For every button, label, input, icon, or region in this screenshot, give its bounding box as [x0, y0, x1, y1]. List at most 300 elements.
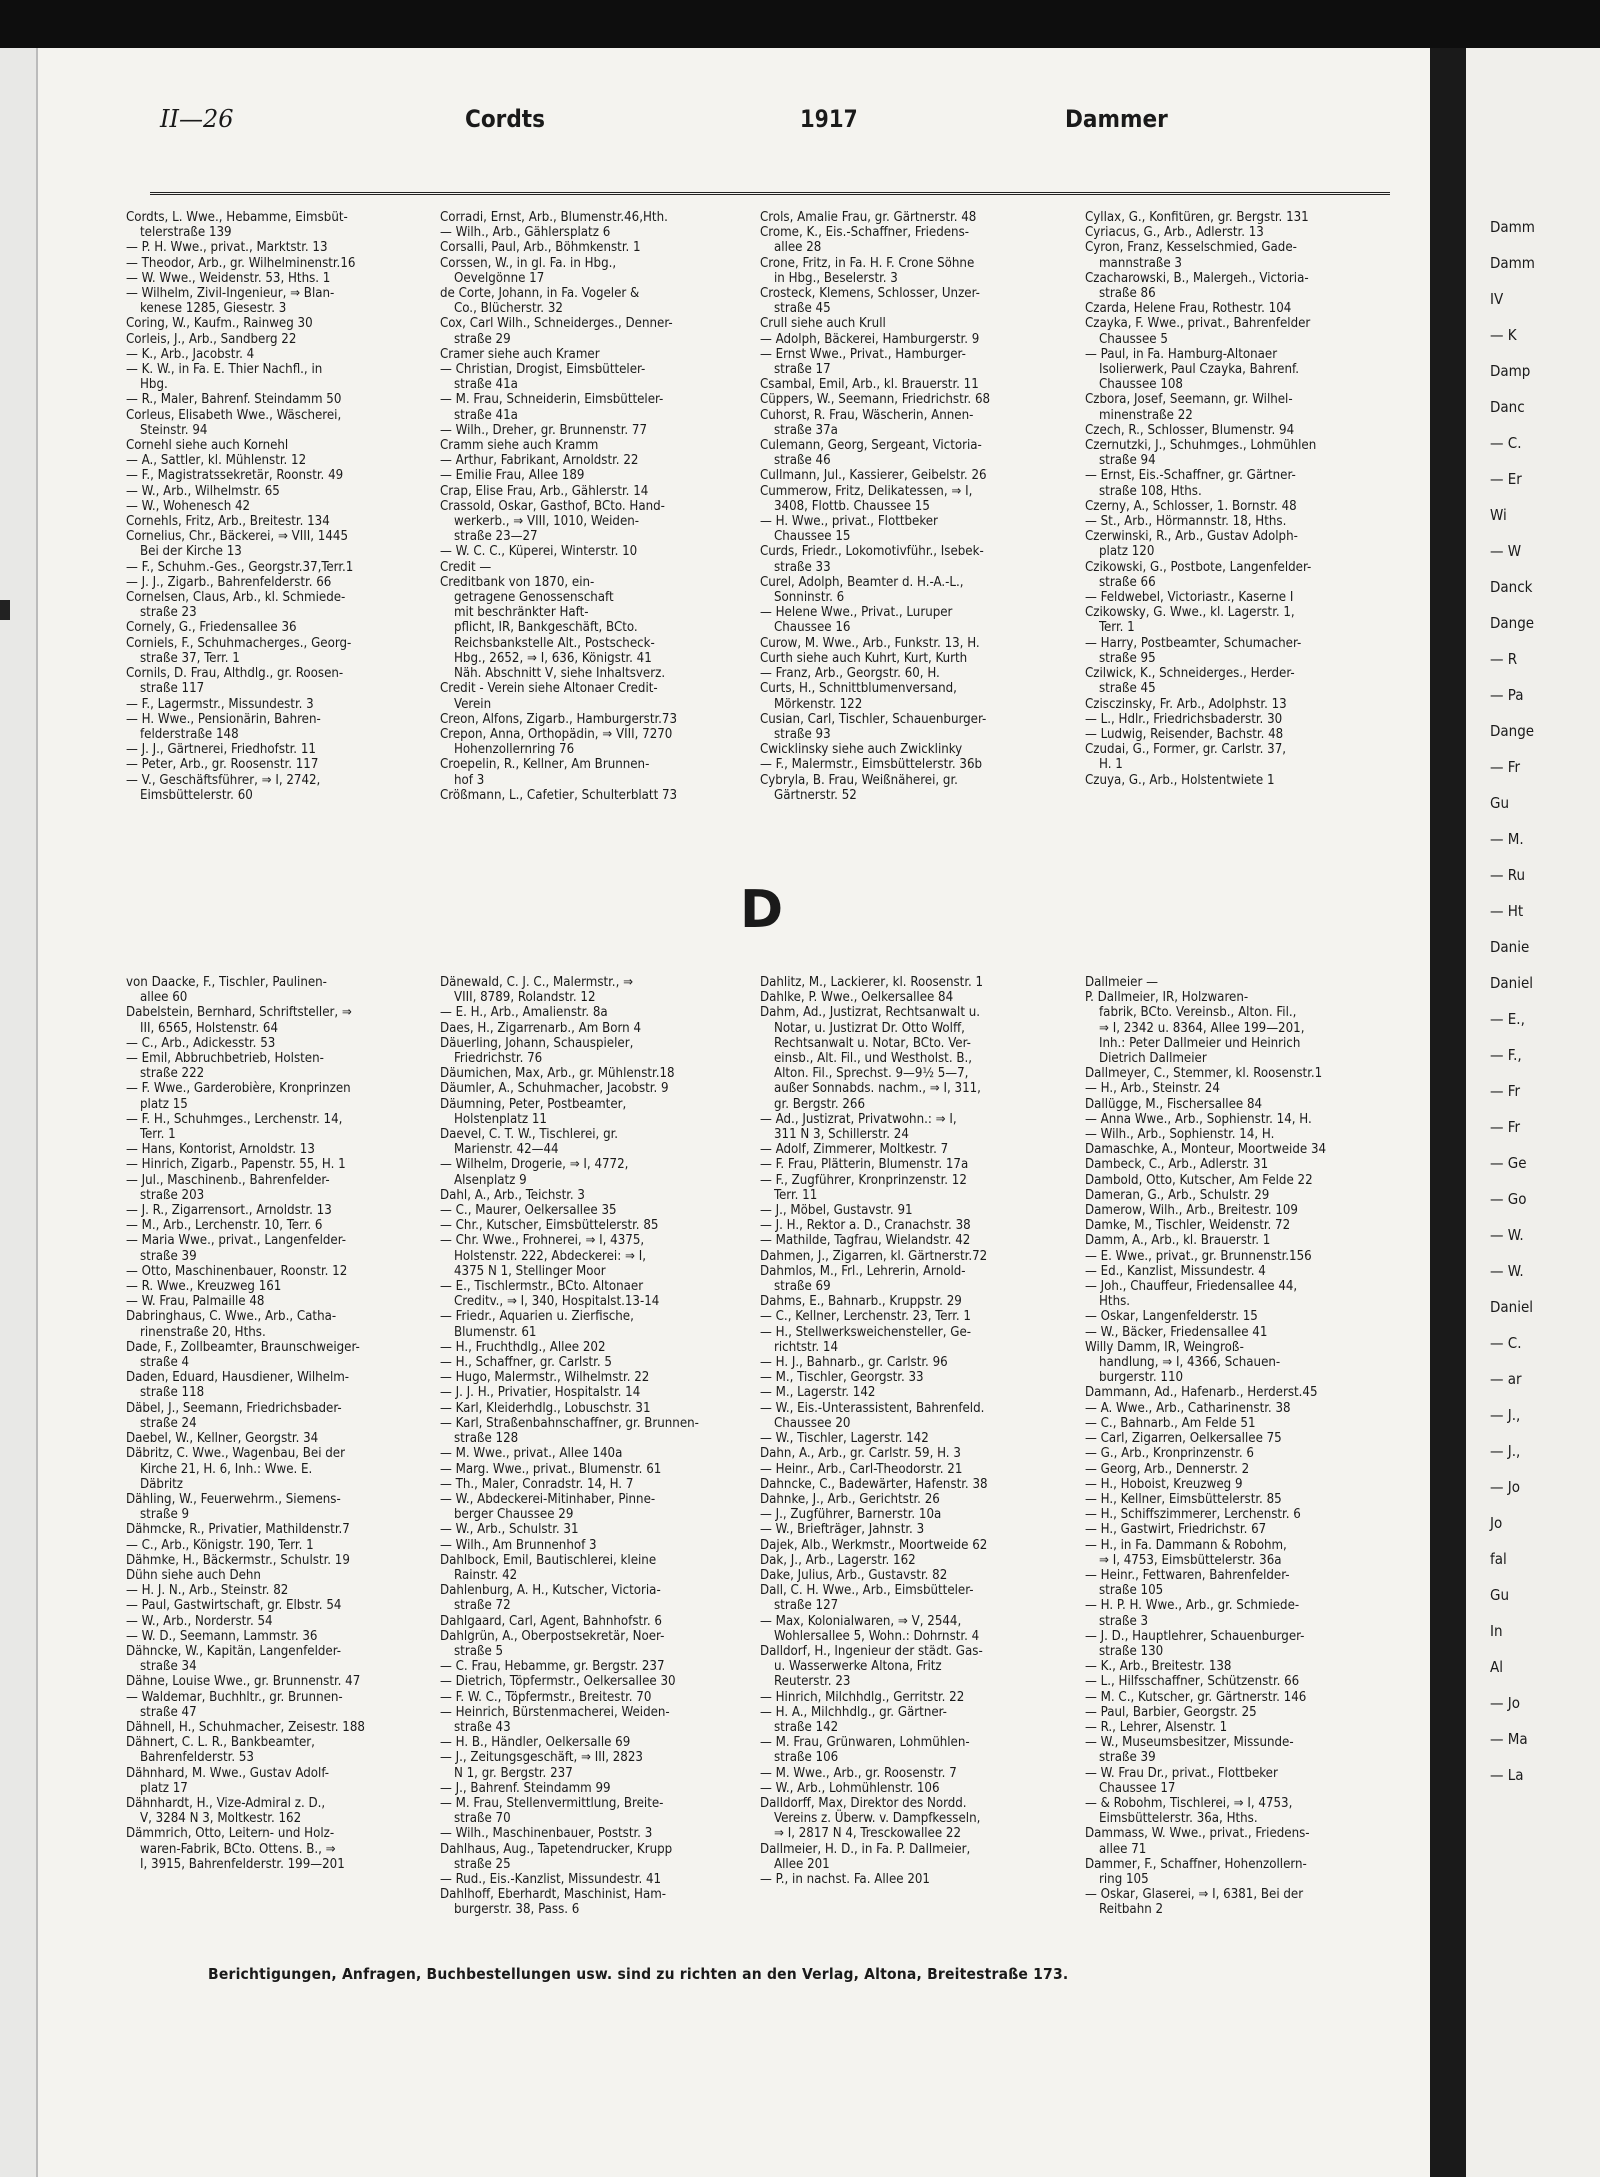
entry-line: — M., Tischler, Georgstr. 33	[760, 1370, 924, 1386]
entry-continuation: waren-Fabrik, BCto. Ottens. B., ⇒	[140, 1841, 336, 1857]
entry-line: — Hugo, Malermstr., Wilhelmstr. 22	[440, 1370, 650, 1386]
entry-line: — E. Wwe., privat., gr. Brunnenstr.156	[1085, 1248, 1312, 1264]
entry-line: Dalldorff, Max, Direktor des Nordd.	[760, 1795, 967, 1811]
facing-fragment: — Fr	[1490, 1118, 1520, 1136]
facing-fragment: — R	[1490, 650, 1518, 668]
entry-line: — H. B., Händler, Oelkersalle 69	[440, 1735, 631, 1751]
entry-continuation: allee 60	[140, 990, 188, 1006]
entry-continuation: felderstraße 148	[140, 726, 239, 742]
entry-continuation: Oevelgönne 17	[454, 270, 545, 286]
entry-line: — C., Arb., Adickesstr. 53	[126, 1035, 276, 1051]
facing-fragment: — Jo	[1490, 1694, 1521, 1712]
entry-line: Corssen, W., in gl. Fa. in Hbg.,	[440, 255, 617, 271]
entry-continuation: straße 46	[774, 453, 831, 469]
entry-line: — C., Maurer, Oelkersallee 35	[440, 1203, 617, 1219]
entry-continuation: platz 17	[140, 1780, 188, 1796]
entry-continuation: Bahrenfelderstr. 53	[140, 1750, 254, 1766]
entry-continuation: straße 23—27	[454, 529, 538, 545]
entry-continuation: platz 120	[1099, 544, 1155, 560]
entry-line: Dähncke, W., Kapitän, Langenfelder-	[126, 1643, 342, 1659]
entry-continuation: Chaussee 20	[774, 1415, 851, 1431]
entry-line: Dalldorf, H., Ingenieur der städt. Gas-	[760, 1643, 983, 1659]
top_columns-column-2	[440, 210, 750, 803]
entry-continuation: III, 6565, Holstenstr. 64	[140, 1020, 278, 1036]
entry-line: Dammer, F., Schaffner, Hohenzollern-	[1085, 1856, 1307, 1872]
entry-continuation: Notar, u. Justizrat Dr. Otto Wolff,	[774, 1020, 965, 1036]
entry-line: — W. Frau, Palmaille 48	[126, 1294, 265, 1310]
entry-line: Crols, Amalie Frau, gr. Gärtnerstr. 48	[760, 210, 977, 225]
entry-line: Creon, Alfons, Zigarb., Hamburgerstr.73	[440, 711, 678, 727]
entry-line: — M., Lagerstr. 142	[760, 1385, 876, 1401]
entry-continuation: straße 3	[1099, 1613, 1149, 1629]
entry-line: — F., Magistratssekretär, Roonstr. 49	[126, 468, 344, 484]
entry-line: — Emil, Abbruchbetrieb, Holsten-	[126, 1051, 324, 1067]
entry-continuation: straße 4	[140, 1355, 190, 1371]
entry-line: — W., Wohenesch 42	[126, 498, 251, 514]
entry-line: — M. Wwe., privat., Allee 140a	[440, 1446, 623, 1462]
entry-line: — W. C. C., Küperei, Winterstr. 10	[440, 544, 638, 560]
entry-line: — Arthur, Fabrikant, Arnoldstr. 22	[440, 453, 639, 469]
entry-continuation: straße 9	[140, 1507, 190, 1523]
entry-line: — St., Arb., Hörmannstr. 18, Hths.	[1085, 514, 1287, 530]
entry-line: — M. Frau, Grünwaren, Lohmühlen-	[760, 1735, 970, 1751]
entry-continuation: straße 69	[774, 1279, 831, 1295]
facing-fragment: — Pa	[1490, 686, 1524, 704]
entry-continuation: straße 41a	[454, 407, 518, 423]
entry-continuation: I, 3915, Bahrenfelderstr. 199—201	[140, 1856, 345, 1872]
entry-line: — C. Frau, Hebamme, gr. Bergstr. 237	[440, 1659, 665, 1675]
entry-line: — Wilhelm, Drogerie, ⇒ I, 4772,	[440, 1157, 629, 1173]
entry-line: — F. W. C., Töpfermstr., Breitestr. 70	[440, 1689, 652, 1705]
entry-line: — J. R., Zigarrensort., Arnoldstr. 13	[126, 1203, 332, 1219]
entry-continuation: straße 37, Terr. 1	[140, 650, 240, 666]
facing-fragment: Danck	[1490, 578, 1533, 596]
entry-line: — Wilh., Am Brunnenhof 3	[440, 1537, 597, 1553]
facing-fragment: Daniel	[1490, 974, 1534, 992]
entry-line: Crone, Fritz, in Fa. H. F. Crone Söhne	[760, 255, 975, 271]
facing-fragment: Damp	[1490, 362, 1531, 380]
facing-fragment: — C.	[1490, 1334, 1522, 1352]
entry-line: Dahlenburg, A. H., Kutscher, Victoria-	[440, 1583, 661, 1599]
entry-line: Dähnell, H., Schuhmacher, Zeisestr. 188	[126, 1719, 365, 1735]
entry-line: — Otto, Maschinenbauer, Roonstr. 12	[126, 1263, 348, 1279]
entry-line: Cornelsen, Claus, Arb., kl. Schmiede-	[126, 590, 346, 606]
entry-continuation: Hohenzollernring 76	[454, 742, 575, 758]
entry-continuation: straße 95	[1099, 650, 1156, 666]
entry-continuation: straße 66	[1099, 574, 1156, 590]
entry-line: Däbritz, C. Wwe., Wagenbau, Bei der	[126, 1446, 345, 1462]
entry-line: Dahm, Ad., Justizrat, Rechtsanwalt u.	[760, 1005, 981, 1021]
entry-line: — Ludwig, Reisender, Bachstr. 48	[1085, 726, 1284, 742]
entry-line: — F., Schuhm.-Ges., Georgstr.37,Terr.1	[126, 559, 354, 575]
entry-line: Crap, Elise Frau, Arb., Gählerstr. 14	[440, 483, 649, 499]
entry-continuation: Bei der Kirche 13	[140, 544, 242, 560]
facing-fragment: — Go	[1490, 1190, 1527, 1208]
entry-line: — Emilie Frau, Allee 189	[440, 468, 585, 484]
facing-fragment: Danc	[1490, 398, 1525, 416]
entry-line: — L., Hdlr., Friedrichsbaderstr. 30	[1085, 711, 1283, 727]
entry-line: — M. Frau, Schneiderin, Eimsbütteler-	[440, 392, 664, 408]
entry-line: — Ernst Wwe., Privat., Hamburger-	[760, 346, 966, 362]
entry-line: Dameran, G., Arb., Schulstr. 29	[1085, 1187, 1270, 1203]
entry-continuation: N 1, gr. Bergstr. 237	[454, 1765, 573, 1781]
entry-line: — W. Wwe., Weidenstr. 53, Hths. 1	[126, 270, 331, 286]
entry-line: Czarda, Helene Frau, Rothestr. 104	[1085, 301, 1292, 317]
entry-continuation: Alsenplatz 9	[454, 1172, 527, 1188]
entry-continuation: 311 N 3, Schillerstr. 24	[774, 1127, 909, 1143]
entry-continuation: Näh. Abschnitt V, siehe Inhaltsverz.	[454, 666, 666, 682]
entry-line: — F., Lagermstr., Missundestr. 3	[126, 696, 314, 712]
entry-line: Daevel, C. T. W., Tischlerei, gr.	[440, 1127, 619, 1143]
entry-line: Dähnhard, M. Wwe., Gustav Adolf-	[126, 1765, 330, 1781]
facing-page	[1430, 48, 1600, 2177]
entry-line: — Karl, Kleiderhdlg., Lobuschstr. 31	[440, 1400, 651, 1416]
facing-fragment: — J.,	[1490, 1442, 1521, 1460]
entry-line: Damerow, Wilh., Arb., Breitestr. 109	[1085, 1203, 1298, 1219]
facing-fragment: Daniel	[1490, 1298, 1534, 1316]
entry-continuation: Eimsbüttelerstr. 60	[140, 787, 253, 803]
entry-line: Dähnert, C. L. R., Bankbeamter,	[126, 1735, 315, 1751]
entry-continuation: in Hbg., Beselerstr. 3	[774, 270, 898, 286]
entry-line: Cwicklinsky siehe auch Zwicklinky	[760, 742, 963, 758]
entry-line: — H., Stellwerksweichensteller, Ge-	[760, 1324, 972, 1340]
spine-mark	[0, 600, 10, 620]
entry-line: Dahlhoff, Eberhardt, Maschinist, Ham-	[440, 1887, 667, 1903]
entry-continuation: Däbritz	[140, 1476, 183, 1492]
entry-line: — J., Möbel, Gustavstr. 91	[760, 1203, 913, 1219]
entry-continuation: burgerstr. 38, Pass. 6	[454, 1902, 580, 1918]
entry-continuation: ⇒ I, 2817 N 4, Tresckowallee 22	[774, 1826, 961, 1842]
entry-continuation: straße 47	[140, 1704, 197, 1720]
entry-line: — Peter, Arb., gr. Roosenstr. 117	[126, 757, 319, 773]
entry-line: — Heinr., Arb., Carl-Theodorstr. 21	[760, 1461, 963, 1477]
entry-continuation: pflicht, IR, Bankgeschäft, BCto.	[454, 620, 638, 636]
entry-line: Corleis, J., Arb., Sandberg 22	[126, 331, 297, 347]
entry-continuation: straße 17	[774, 362, 831, 378]
entry-line: Dajek, Alb., Werkmstr., Moortweide 62	[760, 1537, 988, 1553]
entry-line: — K., Arb., Breitestr. 138	[1085, 1659, 1232, 1675]
entry-line: — Theodor, Arb., gr. Wilhelminenstr.16	[126, 255, 356, 271]
entry-line: — W., Abdeckerei-Mitinhaber, Pinne-	[440, 1491, 656, 1507]
entry-continuation: Reitbahn 2	[1099, 1902, 1164, 1918]
entry-line: — Adolf, Zimmerer, Moltkestr. 7	[760, 1142, 949, 1158]
entry-continuation: Hbg., 2652, ⇒ I, 636, Königstr. 41	[454, 650, 652, 666]
entry-line: — W., Arb., Norderstr. 54	[126, 1613, 273, 1629]
entry-line: — K., Arb., Jacobstr. 4	[126, 346, 255, 362]
entry-line: — Joh., Chauffeur, Friedensallee 44,	[1085, 1279, 1298, 1295]
entry-line: Damke, M., Tischler, Weidenstr. 72	[1085, 1218, 1291, 1234]
entry-line: Dahlgaard, Carl, Agent, Bahnhofstr. 6	[440, 1613, 662, 1629]
entry-line: — H. J. N., Arb., Steinstr. 82	[126, 1583, 289, 1599]
facing-fragment: Al	[1490, 1658, 1503, 1676]
entry-line: — J. J. H., Privatier, Hospitalstr. 14	[440, 1385, 641, 1401]
entry-line: Dühn siehe auch Dehn	[126, 1567, 261, 1583]
facing-fragment: — C.	[1490, 434, 1522, 452]
entry-continuation: hof 3	[454, 772, 485, 788]
entry-continuation: fabrik, BCto. Vereinsb., Alton. Fil.,	[1099, 1005, 1297, 1021]
entry-line: von Daacke, F., Tischler, Paulinen-	[126, 975, 327, 990]
entry-line: Cordts, L. Wwe., Hebamme, Eimsbüt-	[126, 210, 348, 225]
entry-continuation: Chaussee 5	[1099, 331, 1168, 347]
entry-continuation: außer Sonnabds. nachm., ⇒ I, 311,	[774, 1081, 981, 1097]
entry-line: — H. J., Bahnarb., gr. Carlstr. 96	[760, 1355, 948, 1371]
entry-line: — W., Arb., Schulstr. 31	[440, 1522, 579, 1538]
entry-line: — M. C., Kutscher, gr. Gärtnerstr. 146	[1085, 1689, 1307, 1705]
entry-line: — W., Eis.-Unterassistent, Bahrenfeld.	[760, 1400, 985, 1416]
entry-continuation: Terr. 1	[1099, 620, 1135, 636]
entry-continuation: straße 45	[1099, 681, 1156, 697]
header-rule	[150, 192, 1390, 195]
entry-line: Cyllax, G., Konfitüren, gr. Bergstr. 131	[1085, 210, 1309, 225]
entry-line: Dämmrich, Otto, Leitern- und Holz-	[126, 1826, 335, 1842]
entry-continuation: straße 93	[774, 726, 831, 742]
entry-continuation: straße 127	[774, 1598, 839, 1614]
entry-continuation: ⇒ I, 2342 u. 8364, Allee 199—201,	[1099, 1020, 1305, 1036]
entry-line: — Mathilde, Tagfrau, Wielandstr. 42	[760, 1233, 971, 1249]
entry-continuation: Kirche 21, H. 6, Inh.: Wwe. E.	[140, 1461, 313, 1477]
entry-line: — J., Zeitungsgeschäft, ⇒ III, 2823	[440, 1750, 643, 1766]
entry-continuation: straße 39	[1099, 1750, 1156, 1766]
entry-line: Czbora, Josef, Seemann, gr. Wilhel-	[1085, 392, 1293, 408]
entry-line: — H., Fruchthdlg., Allee 202	[440, 1339, 606, 1355]
facing-fragment: IV	[1490, 290, 1504, 308]
entry-line: Culemann, Georg, Sergeant, Victoria-	[760, 438, 982, 454]
entry-line: — J. J., Zigarb., Bahrenfelderstr. 66	[126, 574, 332, 590]
entry-line: — Wilh., Arb., Sophienstr. 14, H.	[1085, 1127, 1275, 1143]
entry-line: — W., Arb., Wilhelmstr. 65	[126, 483, 280, 499]
entry-line: P. Dallmeier, IR, Holzwaren-	[1085, 990, 1249, 1006]
entry-line: — R., Maler, Bahrenf. Steindamm 50	[126, 392, 342, 408]
entry-line: — H., Schaffner, gr. Carlstr. 5	[440, 1355, 612, 1371]
entry-line: — J., Bahrenf. Steindamm 99	[440, 1780, 611, 1796]
entry-continuation: Marienstr. 42—44	[454, 1142, 559, 1158]
entry-line: — H., Hoboist, Kreuzweg 9	[1085, 1476, 1243, 1492]
entry-line: Croepelin, R., Kellner, Am Brunnen-	[440, 757, 650, 773]
entry-line: — Carl, Zigarren, Oelkersallee 75	[1085, 1431, 1282, 1447]
entry-line: Daden, Eduard, Hausdiener, Wilhelm-	[126, 1370, 350, 1386]
entry-line: — W., Museumsbesitzer, Missunde-	[1085, 1735, 1294, 1751]
entry-continuation: Hbg.	[140, 377, 168, 393]
entry-line: Dammann, Ad., Hafenarb., Herderst.45	[1085, 1385, 1318, 1401]
entry-line: — Dietrich, Töpfermstr., Oelkersallee 30	[440, 1674, 676, 1690]
entry-line: — W., Arb., Lohmühlenstr. 106	[760, 1780, 940, 1796]
entry-continuation: straße 72	[454, 1598, 511, 1614]
entry-line: Cybryla, B. Frau, Weißnäherei, gr.	[760, 772, 958, 788]
entry-continuation: Holstenplatz 11	[454, 1111, 547, 1127]
entry-line: Cornils, D. Frau, Althdlg., gr. Roosen-	[126, 666, 344, 682]
entry-line: Corradi, Ernst, Arb., Blumenstr.46,Hth.	[440, 210, 668, 225]
entry-line: — K. W., in Fa. E. Thier Nachfl., in	[126, 362, 323, 378]
entry-line: Crull siehe auch Krull	[760, 316, 886, 332]
entry-line: Corleus, Elisabeth Wwe., Wäscherei,	[126, 407, 342, 423]
entry-continuation: VIII, 8789, Rolandstr. 12	[454, 990, 596, 1006]
entry-line: Dahncke, C., Badewärter, Hafenstr. 38	[760, 1476, 988, 1492]
entry-continuation: minenstraße 22	[1099, 407, 1193, 423]
entry-line: — W., Briefträger, Jahnstr. 3	[760, 1522, 925, 1538]
entry-line: — P., in nachst. Fa. Allee 201	[760, 1871, 930, 1887]
entry-line: — Karl, Straßenbahnschaffner, gr. Brunnen-	[440, 1415, 699, 1431]
entry-line: Coring, W., Kaufm., Rainweg 30	[126, 316, 313, 332]
entry-line: — E., Tischlermstr., BCto. Altonaer	[440, 1279, 644, 1295]
entry-continuation: straße 41a	[454, 377, 518, 393]
entry-line: — Oskar, Glaserei, ⇒ I, 6381, Bei der	[1085, 1887, 1304, 1903]
bottom_columns-column-4	[1085, 975, 1390, 1918]
facing-fragment: — Er	[1490, 470, 1522, 488]
entry-continuation: straße 43	[454, 1719, 511, 1735]
entry-line: — Georg, Arb., Dennerstr. 2	[1085, 1461, 1250, 1477]
entry-line: Cuhorst, R. Frau, Wäscherin, Annen-	[760, 407, 974, 423]
entry-line: — J., Zugführer, Barnerstr. 10a	[760, 1507, 942, 1523]
entry-line: Corniels, F., Schuhmacherges., Georg-	[126, 635, 352, 651]
entry-line: Dahl, A., Arb., Teichstr. 3	[440, 1187, 585, 1203]
entry-continuation: straße 118	[140, 1385, 205, 1401]
entry-line: — F. H., Schuhmges., Lerchenstr. 14,	[126, 1111, 343, 1127]
entry-line: — Hinrich, Zigarb., Papenstr. 55, H. 1	[126, 1157, 346, 1173]
entry-continuation: 4375 N 1, Stellinger Moor	[454, 1263, 606, 1279]
entry-line: — H., Gastwirt, Friedrichstr. 67	[1085, 1522, 1267, 1538]
entry-line: Cusian, Carl, Tischler, Schauenburger-	[760, 711, 987, 727]
entry-line: Curel, Adolph, Beamter d. H.-A.-L.,	[760, 574, 964, 590]
entry-line: Czilwick, K., Schneiderges., Herder-	[1085, 666, 1295, 682]
entry-continuation: Chaussee 16	[774, 620, 851, 636]
entry-continuation: werkerb., ⇒ VIII, 1010, Weiden-	[454, 514, 640, 530]
entry-line: Cyron, Franz, Kesselschmied, Gade-	[1085, 240, 1297, 256]
entry-line: — Harry, Postbeamter, Schumacher-	[1085, 635, 1302, 651]
entry-continuation: straße 23	[140, 605, 197, 621]
entry-continuation: mannstraße 3	[1099, 255, 1182, 271]
facing-fragment: Damm	[1490, 254, 1535, 272]
facing-fragment: — F.,	[1490, 1046, 1522, 1064]
entry-line: Czikowski, G., Postbote, Langenfelder-	[1085, 559, 1312, 575]
entry-continuation: straße 108, Hths.	[1099, 483, 1202, 499]
entry-line: Dähne, Louise Wwe., gr. Brunnenstr. 47	[126, 1674, 361, 1690]
entry-continuation: straße 5	[454, 1643, 504, 1659]
entry-continuation: Sonninstr. 6	[774, 590, 845, 606]
section-letter: D	[740, 880, 784, 940]
entry-line: Cox, Carl Wilh., Schneiderges., Denner-	[440, 316, 673, 332]
entry-line: Damm, A., Arb., kl. Brauerstr. 1	[1085, 1233, 1271, 1249]
entry-line: Curds, Friedr., Lokomotivführ., Isebek-	[760, 544, 984, 560]
last-entry-word: Dammer	[1065, 105, 1168, 133]
entry-line: — J. J., Gärtnerei, Friedhofstr. 11	[126, 742, 316, 758]
entry-continuation: Inh.: Peter Dallmeier und Heinrich	[1099, 1035, 1301, 1051]
entry-line: — W. Frau Dr., privat., Flottbeker	[1085, 1765, 1278, 1781]
entry-line: Crome, K., Eis.-Schaffner, Friedens-	[760, 225, 970, 241]
facing-fragment: Gu	[1490, 1586, 1510, 1604]
entry-line: Däumning, Peter, Postbeamter,	[440, 1096, 627, 1112]
entry-line: Dak, J., Arb., Lagerstr. 162	[760, 1552, 916, 1568]
entry-continuation: straße 45	[774, 301, 831, 317]
entry-line: Corsalli, Paul, Arb., Böhmkenstr. 1	[440, 240, 641, 256]
entry-line: Dambeck, C., Arb., Adlerstr. 31	[1085, 1157, 1269, 1173]
entry-line: Czayka, F. Wwe., privat., Bahrenfelder	[1085, 316, 1311, 332]
entry-continuation: Reichsbankstelle Alt., Postscheck-	[454, 635, 655, 651]
entry-line: Czerwinski, R., Arb., Gustav Adolph-	[1085, 529, 1298, 545]
entry-continuation: straße 25	[454, 1856, 511, 1872]
entry-continuation: straße 70	[454, 1811, 511, 1827]
entry-line: Dahlbock, Emil, Bautischlerei, kleine	[440, 1552, 657, 1568]
entry-line: — Wilhelm, Zivil-Ingenieur, ⇒ Blan-	[126, 286, 335, 302]
entry-continuation: straße 106	[774, 1750, 839, 1766]
entry-line: Czikowsky, G. Wwe., kl. Lagerstr. 1,	[1085, 605, 1295, 621]
entry-line: Crepon, Anna, Orthopädin, ⇒ VIII, 7270	[440, 726, 673, 742]
entry-continuation: V, 3284 N 3, Moltkestr. 162	[140, 1811, 302, 1827]
entry-continuation: straße 37a	[774, 422, 838, 438]
entry-continuation: Steinstr. 94	[140, 422, 208, 438]
entry-line: Dahn, A., Arb., gr. Carlstr. 59, H. 3	[760, 1446, 961, 1462]
entry-line: — Wilh., Arb., Gählersplatz 6	[440, 225, 611, 241]
entry-line: Dähnhardt, H., Vize-Admiral z. D.,	[126, 1795, 326, 1811]
facing-fragment: — M.	[1490, 830, 1524, 848]
entry-line: Dallügge, M., Fischersallee 84	[1085, 1096, 1263, 1112]
entry-continuation: straße 34	[140, 1659, 197, 1675]
entry-line: Dähmke, H., Bäckermstr., Schulstr. 19	[126, 1552, 350, 1568]
entry-continuation: platz 15	[140, 1096, 188, 1112]
entry-line: Cornehls, Fritz, Arb., Breitestr. 134	[126, 514, 330, 530]
entry-line: Dähmcke, R., Privatier, Mathildenstr.7	[126, 1522, 350, 1538]
entry-continuation: mit beschränkter Haft-	[454, 605, 589, 621]
entry-continuation: Verein	[454, 696, 492, 712]
entry-line: — H. P. H. Wwe., Arb., gr. Schmiede-	[1085, 1598, 1300, 1614]
entry-continuation: ring 105	[1099, 1871, 1149, 1887]
entry-continuation: gr. Bergstr. 266	[774, 1096, 866, 1112]
entry-continuation: H. 1	[1099, 757, 1123, 773]
entry-continuation: straße 33	[774, 559, 831, 575]
facing-fragment: — E.,	[1490, 1010, 1525, 1028]
entry-line: — J. H., Rektor a. D., Cranachstr. 38	[760, 1218, 971, 1234]
entry-continuation: Eimsbüttelerstr. 36a, Hths.	[1099, 1811, 1258, 1827]
entry-line: Willy Damm, IR, Weingroß-	[1085, 1339, 1244, 1355]
entry-continuation: allee 28	[774, 240, 822, 256]
entry-line: — Rud., Eis.-Kanzlist, Missundestr. 41	[440, 1871, 662, 1887]
entry-line: Dallmeyer, C., Stemmer, kl. Roosenstr.1	[1085, 1066, 1323, 1082]
page-footer: Berichtigungen, Anfragen, Buchbestellungen usw. sind zu richten an den Verlag, Altona, Breitestraße 173.	[208, 1965, 1069, 1983]
entry-line: — W., Bäcker, Friedensallee 41	[1085, 1324, 1268, 1340]
entry-line: Dake, Julius, Arb., Gustavstr. 82	[760, 1567, 948, 1583]
entry-continuation: Gärtnerstr. 52	[774, 787, 857, 803]
entry-line: Cramer siehe auch Kramer	[440, 346, 600, 362]
entry-line: Crassold, Oskar, Gasthof, BCto. Hand-	[440, 498, 665, 514]
entry-line: — W., Tischler, Lagerstr. 142	[760, 1431, 929, 1447]
entry-line: — H. A., Milchhdlg., gr. Gärtner-	[760, 1704, 947, 1720]
entry-line: — Th., Maler, Conradstr. 14, H. 7	[440, 1476, 634, 1492]
entry-line: — Paul, Barbier, Georgstr. 25	[1085, 1704, 1257, 1720]
entry-continuation: 3408, Flottb. Chaussee 15	[774, 498, 930, 514]
facing-fragment: Wi	[1490, 506, 1507, 524]
entry-line: Dahnke, J., Arb., Gerichtstr. 26	[760, 1491, 940, 1507]
entry-line: — Wilh., Dreher, gr. Brunnenstr. 77	[440, 422, 647, 438]
entry-line: — Helene Wwe., Privat., Luruper	[760, 605, 953, 621]
entry-continuation: straße 105	[1099, 1583, 1164, 1599]
entry-line: Crößmann, L., Cafetier, Schulterblatt 73	[440, 787, 678, 803]
entry-line: — A., Sattler, kl. Mühlenstr. 12	[126, 453, 307, 469]
entry-continuation: Isolierwerk, Paul Czayka, Bahrenf.	[1099, 362, 1299, 378]
entry-continuation: Terr. 1	[140, 1127, 176, 1143]
entry-line: Dallmeier, H. D., in Fa. P. Dallmeier,	[760, 1841, 971, 1857]
facing-fragment: — K	[1490, 326, 1517, 344]
entry-continuation: Friedrichstr. 76	[454, 1051, 543, 1067]
entry-line: Crosteck, Klemens, Schlosser, Unzer-	[760, 286, 980, 302]
entry-line: — R., Lehrer, Alsenstr. 1	[1085, 1719, 1228, 1735]
entry-line: Dallmeier —	[1085, 975, 1158, 990]
entry-line: Dähling, W., Feuerwehrm., Siemens-	[126, 1491, 341, 1507]
entry-line: Däbel, J., Seemann, Friedrichsbader-	[126, 1400, 342, 1416]
entry-line: Dammass, W. Wwe., privat., Friedens-	[1085, 1826, 1310, 1842]
entry-line: — Franz, Arb., Georgstr. 60, H.	[760, 666, 940, 682]
entry-continuation: straße 130	[1099, 1643, 1164, 1659]
entry-line: — Ad., Justizrat, Privatwohn.: ⇒ I,	[760, 1111, 957, 1127]
entry-line: Credit —	[440, 559, 492, 575]
